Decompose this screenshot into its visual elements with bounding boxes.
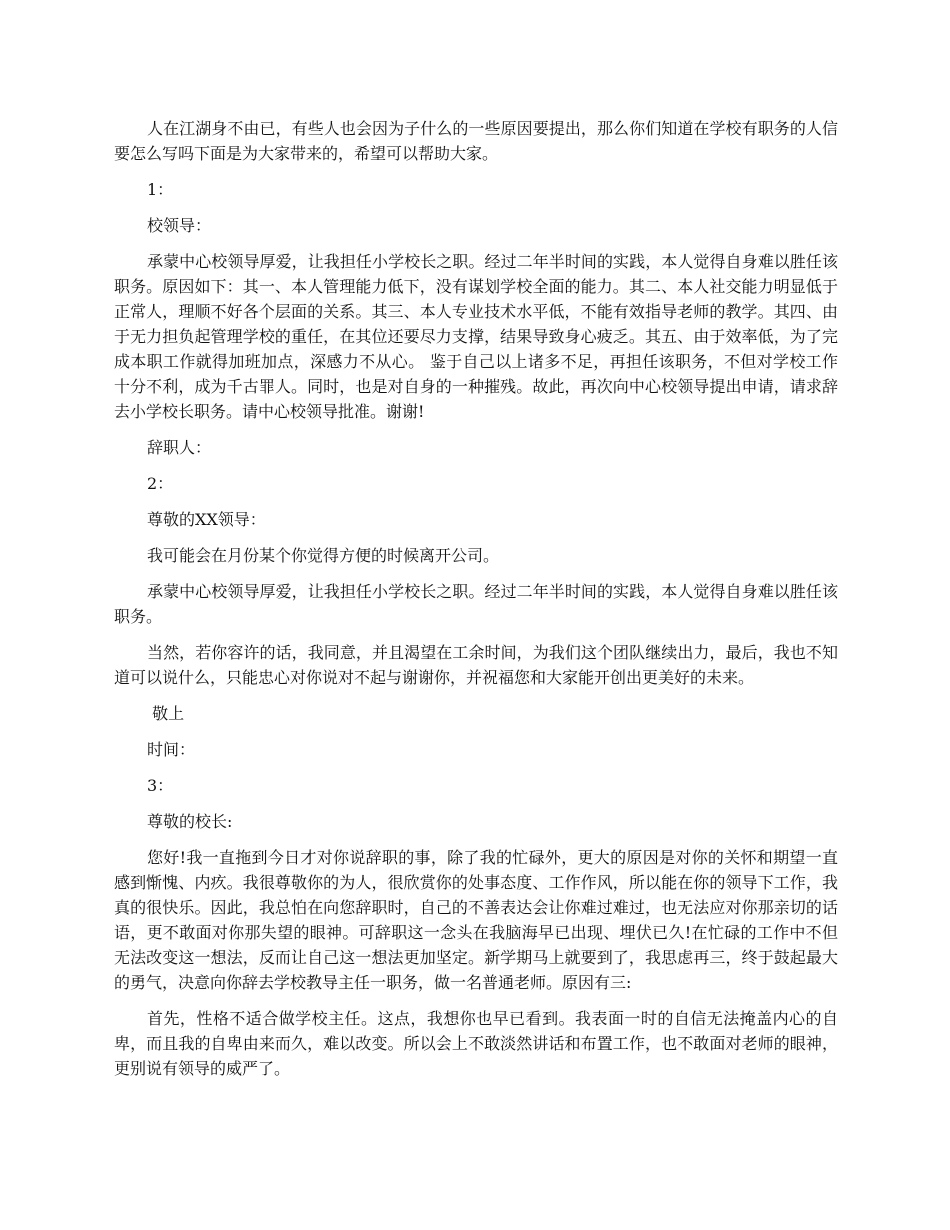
- document-body: [114, 116, 838, 1092]
- letter-1-body: 承蒙中心校领导厚爱，让我担任小学校长之职。经过二年半时间的实践，本人觉得自身难以胜任该职务。原因如下：其一、本人管理能力低下，没有谋划学校全面的能力。其二、本人社交能力明显低于正常人，理顺不好各个层面的关系。其三、本人专业技术水平低，不能有效指导老师的教学。其四、由于无力担负起管理学校的重任，在其位还要尽力支撑，结果导致身心疲乏。其五、由于效率低，为了完成本职工作就得加班加点，深感力不从心。 鉴于自己以上诸多不足，再担任该职务，不但对学校工作十分不利，成为千古罪人。同时，也是对自身的一种摧残。故此，再次向中心校领导提出申请，请求辞去小学校长职务。请中心校领导批准。谢谢!: [114, 252, 838, 421]
- salutation-2: 尊敬的XX领导：: [147, 510, 266, 529]
- letter-2-paragraph: 承蒙中心校领导厚爱，让我担任小学校长之职。经过二年半时间的实践，本人觉得自身难以胜任该职务。: [114, 582, 838, 626]
- salutation-1: 校领导：: [147, 216, 212, 235]
- date-line-2: 时间：: [147, 740, 196, 759]
- intro-paragraph: 人在江湖身不由已，有些人也会因为子什么的一些原因要提出，那么你们知道在学校有职务的人信要怎么写吗下面是为大家带来的，希望可以帮助大家。: [114, 119, 838, 163]
- closing-line-2: 敬上: [147, 704, 185, 723]
- section-number-3: 3：: [147, 776, 174, 795]
- section-number-2: 2：: [147, 474, 174, 493]
- signature-line-1: 辞职人：: [147, 438, 212, 457]
- letter-3-paragraph: 您好!我一直拖到今日才对你说辞职的事，除了我的忙碌外，更大的原因是对你的关怀和期望一直感到惭愧、内疚。我很尊敬你的为人，很欣赏你的处事态度、工作作风，所以能在你的领导下工作，我真的很快乐。因此，我总怕在向您辞职时，自己的不善表达会让你难过难过，也无法应对你那亲切的话语，更不敢面对你那失望的眼神。可辞职这一念头在我脑海早已出现、埋伏已久!在忙碌的工作中不但无法改变这一想法，反而让自己这一想法更加坚定。新学期马上就要到了，我思虑再三，终于鼓起最大的勇气，决意向你辞去学校教导主任一职务，做一名普通老师。原因有三:: [114, 848, 838, 992]
- letter-2-paragraph: 我可能会在月份某个你觉得方便的时候离开公司。: [147, 546, 500, 565]
- salutation-3: 尊敬的校长:: [147, 812, 233, 831]
- section-number-1: 1：: [147, 180, 174, 199]
- letter-2-paragraph: 当然，若你容许的话，我同意，并且渴望在工余时间，为我们这个团队继续出力，最后，我也不知道可以说什么，只能忠心对你说对不起与谢谢你，并祝福您和大家能开创出更美好的未来。: [114, 643, 838, 687]
- letter-3-paragraph: 首先，性格不适合做学校主任。这点，我想你也早已看到。我表面一时的自信无法掩盖内心的自卑，而且我的自卑由来而久，难以改变。所以会上不敢淡然讲话和布置工作，也不敢面对老师的眼神，更别说有领导的威严了。: [114, 1009, 838, 1078]
